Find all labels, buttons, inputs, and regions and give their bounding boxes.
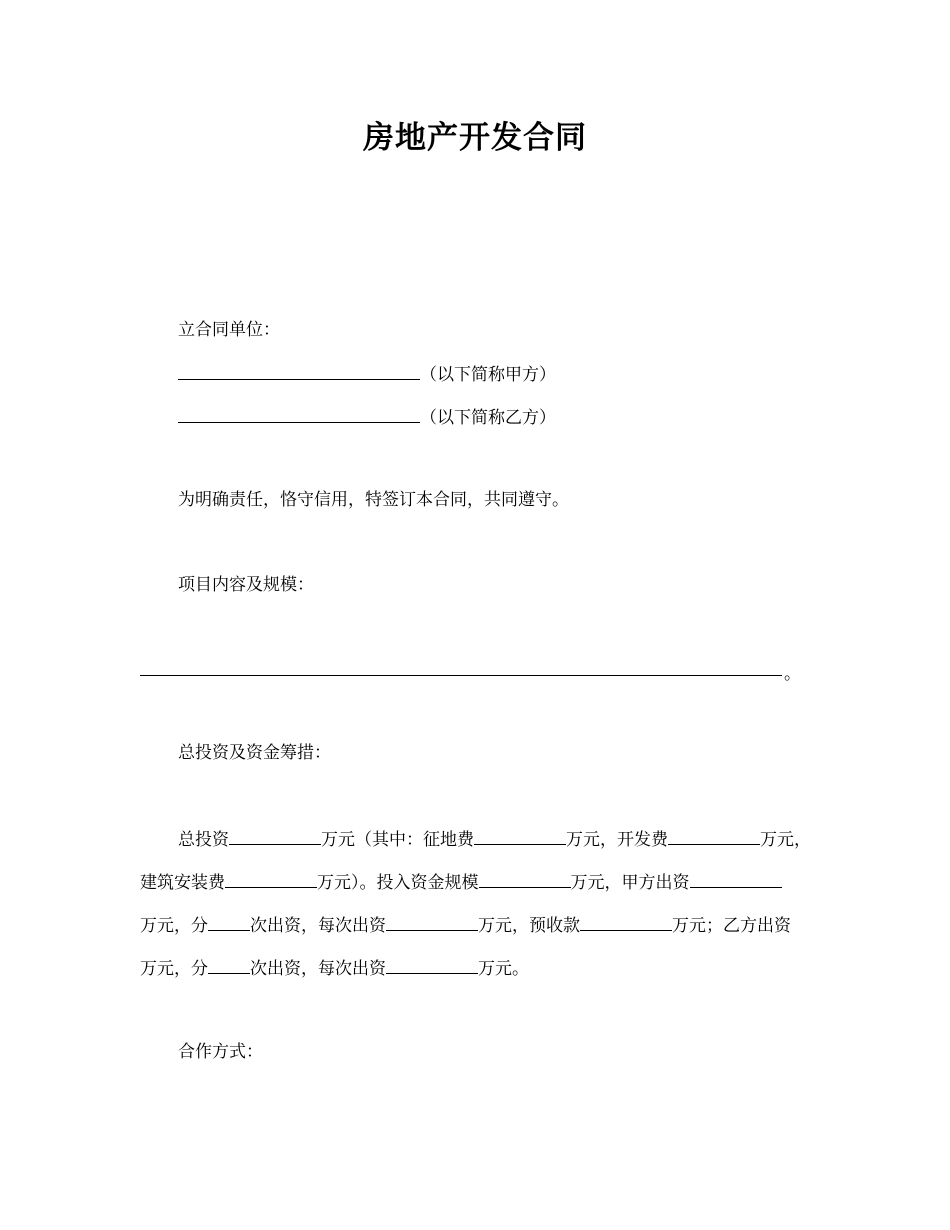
investment-text: 次出资，每次出资: [250, 916, 386, 936]
party-a-blank[interactable]: [178, 362, 420, 380]
investment-line-2: [140, 870, 782, 893]
investment-text: 总投资: [178, 830, 229, 850]
construction-fee-blank[interactable]: [225, 870, 317, 888]
total-investment-blank[interactable]: [229, 827, 321, 845]
party-a-contribution-blank[interactable]: [690, 870, 782, 888]
project-end-mark: 。: [784, 664, 801, 684]
investment-text: 万元，开发费: [566, 830, 668, 850]
investment-label: 总投资及资金筹措：: [178, 743, 331, 763]
investment-text: 万元）。投入资金规模: [317, 873, 479, 893]
party-b-suffix: （以下简称乙方）: [420, 408, 556, 428]
investment-text: 万元。: [478, 959, 529, 979]
investment-text: 万元，分: [140, 959, 208, 979]
party-b-installments-blank[interactable]: [208, 956, 250, 974]
investment-text: 建筑安装费: [140, 873, 225, 893]
investment-text: 万元；乙方出资: [672, 916, 791, 936]
party-a-per-installment-blank[interactable]: [386, 913, 478, 931]
party-a-suffix: （以下简称甲方）: [420, 365, 556, 385]
party-b-blank[interactable]: [178, 405, 420, 423]
investment-text: 万元（其中：征地费: [321, 830, 474, 850]
document-title: 房地产开发合同: [363, 120, 587, 156]
development-fee-blank[interactable]: [668, 827, 760, 845]
project-content-blank[interactable]: [140, 675, 782, 676]
preamble: 为明确责任，恪守信用，特签订本合同，共同遵守。: [178, 490, 569, 510]
project-label: 项目内容及规模：: [178, 575, 314, 595]
investment-line-3: [140, 913, 791, 936]
investment-line-1: [178, 827, 811, 850]
party-a-installments-blank[interactable]: [208, 913, 250, 931]
investment-text: 万元，预收款: [478, 916, 580, 936]
parties-label: 立合同单位：: [178, 320, 280, 340]
advance-payment-blank[interactable]: [580, 913, 672, 931]
party-a-line: [178, 362, 556, 385]
investment-text: 万元，: [760, 830, 811, 850]
investment-text: 万元，甲方出资: [570, 873, 690, 893]
investment-text: 次出资，每次出资: [250, 959, 386, 979]
land-fee-blank[interactable]: [474, 827, 566, 845]
investment-text: 万元，分: [140, 916, 208, 936]
party-b-line: [178, 405, 556, 428]
cooperation-label: 合作方式：: [178, 1042, 263, 1062]
party-b-per-installment-blank[interactable]: [386, 956, 478, 974]
capital-scale-blank[interactable]: [479, 870, 571, 888]
investment-line-4: [140, 956, 529, 979]
